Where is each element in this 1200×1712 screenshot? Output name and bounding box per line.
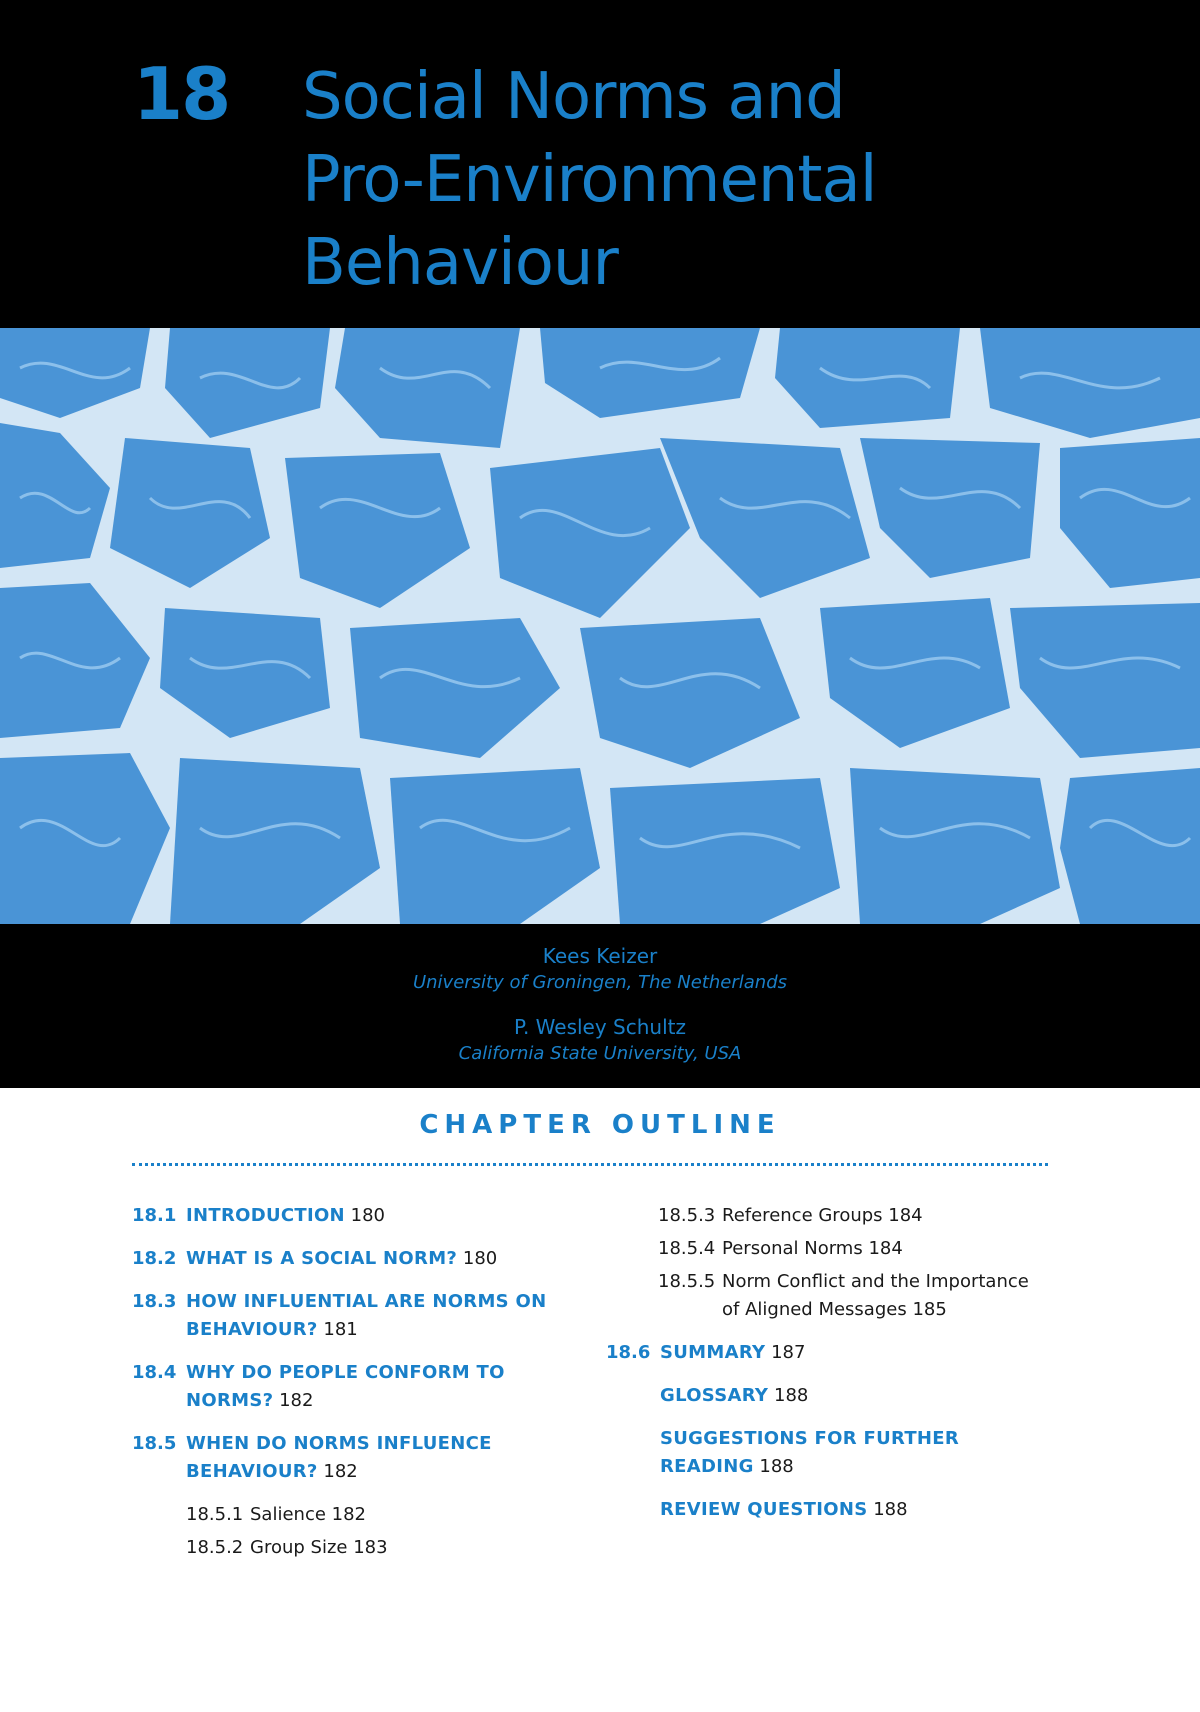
toc-subentry[interactable]: [658, 1268, 1086, 1324]
toc-number: 18.4: [132, 1362, 177, 1383]
toc-entry[interactable]: [606, 1339, 1086, 1367]
outline-heading: CHAPTER OUTLINE: [419, 1110, 781, 1140]
toc-title: SUMMARY: [660, 1342, 766, 1363]
toc-title: WHY DO PEOPLE CONFORM TO: [186, 1362, 505, 1383]
chapter-title: [302, 56, 1062, 305]
toc-page: 180: [462, 1248, 498, 1269]
toc-title: READING: [660, 1456, 754, 1477]
author-name: Kees Keizer: [542, 944, 658, 968]
toc-page: 184: [888, 1205, 923, 1226]
toc-number: 18.3: [132, 1291, 177, 1312]
toc-number: 18.1: [132, 1205, 177, 1226]
chapter-title-line: Pro-Environmental: [302, 143, 877, 217]
outline-left-column: [132, 1202, 602, 1567]
chapter-number: 18: [133, 52, 230, 136]
toc-sub-title: Norm Conflict and the Importance: [722, 1271, 1029, 1292]
toc-entry[interactable]: [132, 1245, 602, 1273]
toc-page: 188: [759, 1456, 794, 1477]
authors-band: [0, 924, 1200, 1088]
author-name: P. Wesley Schultz: [514, 1015, 686, 1039]
toc-subentry[interactable]: [186, 1534, 602, 1562]
toc-sub-title: Reference Groups: [722, 1205, 883, 1226]
author-affiliation: California State University, USA: [458, 1043, 742, 1064]
toc-page: 183: [353, 1537, 388, 1558]
toc-entry[interactable]: [132, 1430, 602, 1486]
dotted-divider: [132, 1163, 1048, 1166]
toc-sub-number: 18.5.4: [658, 1238, 716, 1259]
toc-number: 18.5: [132, 1433, 177, 1454]
toc-page: 188: [774, 1385, 809, 1406]
toc-title: BEHAVIOUR?: [186, 1319, 318, 1340]
toc-page: 182: [279, 1390, 314, 1411]
toc-title: SUGGESTIONS FOR FURTHER: [660, 1428, 960, 1449]
toc-sub-number: 18.5.2: [186, 1537, 244, 1558]
toc-title: NORMS?: [186, 1390, 274, 1411]
toc-number: 18.6: [606, 1342, 651, 1363]
toc-page: 185: [912, 1299, 947, 1320]
title-band: [0, 0, 1200, 328]
author-affiliation: University of Groningen, The Netherlands: [412, 972, 788, 993]
author-block: [0, 942, 1200, 996]
cover-image: [0, 328, 1200, 924]
toc-title: INTRODUCTION: [186, 1205, 345, 1226]
toc-title: WHAT IS A SOCIAL NORM?: [186, 1248, 458, 1269]
toc-number: 18.2: [132, 1248, 177, 1269]
toc-title: GLOSSARY: [660, 1385, 769, 1406]
toc-title: REVIEW QUESTIONS: [660, 1499, 868, 1520]
chapter-title-line: Behaviour: [302, 226, 618, 300]
toc-entry[interactable]: [132, 1359, 602, 1415]
toc-entry[interactable]: [132, 1202, 602, 1230]
toc-sub-title: Salience: [250, 1504, 326, 1525]
toc-title: BEHAVIOUR?: [186, 1461, 318, 1482]
toc-page: 188: [873, 1499, 908, 1520]
toc-entry[interactable]: [606, 1496, 1086, 1524]
toc-sub-title: Personal Norms: [722, 1238, 863, 1259]
toc-page: 181: [323, 1319, 358, 1340]
toc-sub-number: 18.5.3: [658, 1205, 716, 1226]
toc-entry[interactable]: [606, 1425, 1086, 1481]
toc-sub-number: 18.5.1: [186, 1504, 244, 1525]
toc-title: HOW INFLUENTIAL ARE NORMS ON: [186, 1291, 547, 1312]
toc-page: 182: [323, 1461, 358, 1482]
toc-page: 182: [331, 1504, 367, 1525]
toc-entry[interactable]: [132, 1288, 602, 1344]
toc-sub-number: 18.5.5: [658, 1271, 716, 1292]
toc-title: WHEN DO NORMS INFLUENCE: [186, 1433, 492, 1454]
toc-sub-title: Group Size: [250, 1537, 348, 1558]
toc-subsection-group: [132, 1501, 602, 1562]
toc-page: 184: [868, 1238, 903, 1259]
toc-subentry[interactable]: [658, 1202, 1086, 1230]
toc-subentry[interactable]: [658, 1235, 1086, 1263]
toc-page: 187: [771, 1342, 806, 1363]
toc-subsection-group: [606, 1202, 1086, 1324]
author-block: [0, 1013, 1200, 1067]
outline-right-column: [606, 1202, 1086, 1539]
toc-page: 180: [350, 1205, 386, 1226]
toc-subentry[interactable]: [186, 1501, 602, 1529]
toc-entry[interactable]: [606, 1382, 1086, 1410]
chapter-title-line: Social Norms and: [302, 60, 845, 134]
toc-sub-title: of Aligned Messages: [722, 1299, 907, 1320]
